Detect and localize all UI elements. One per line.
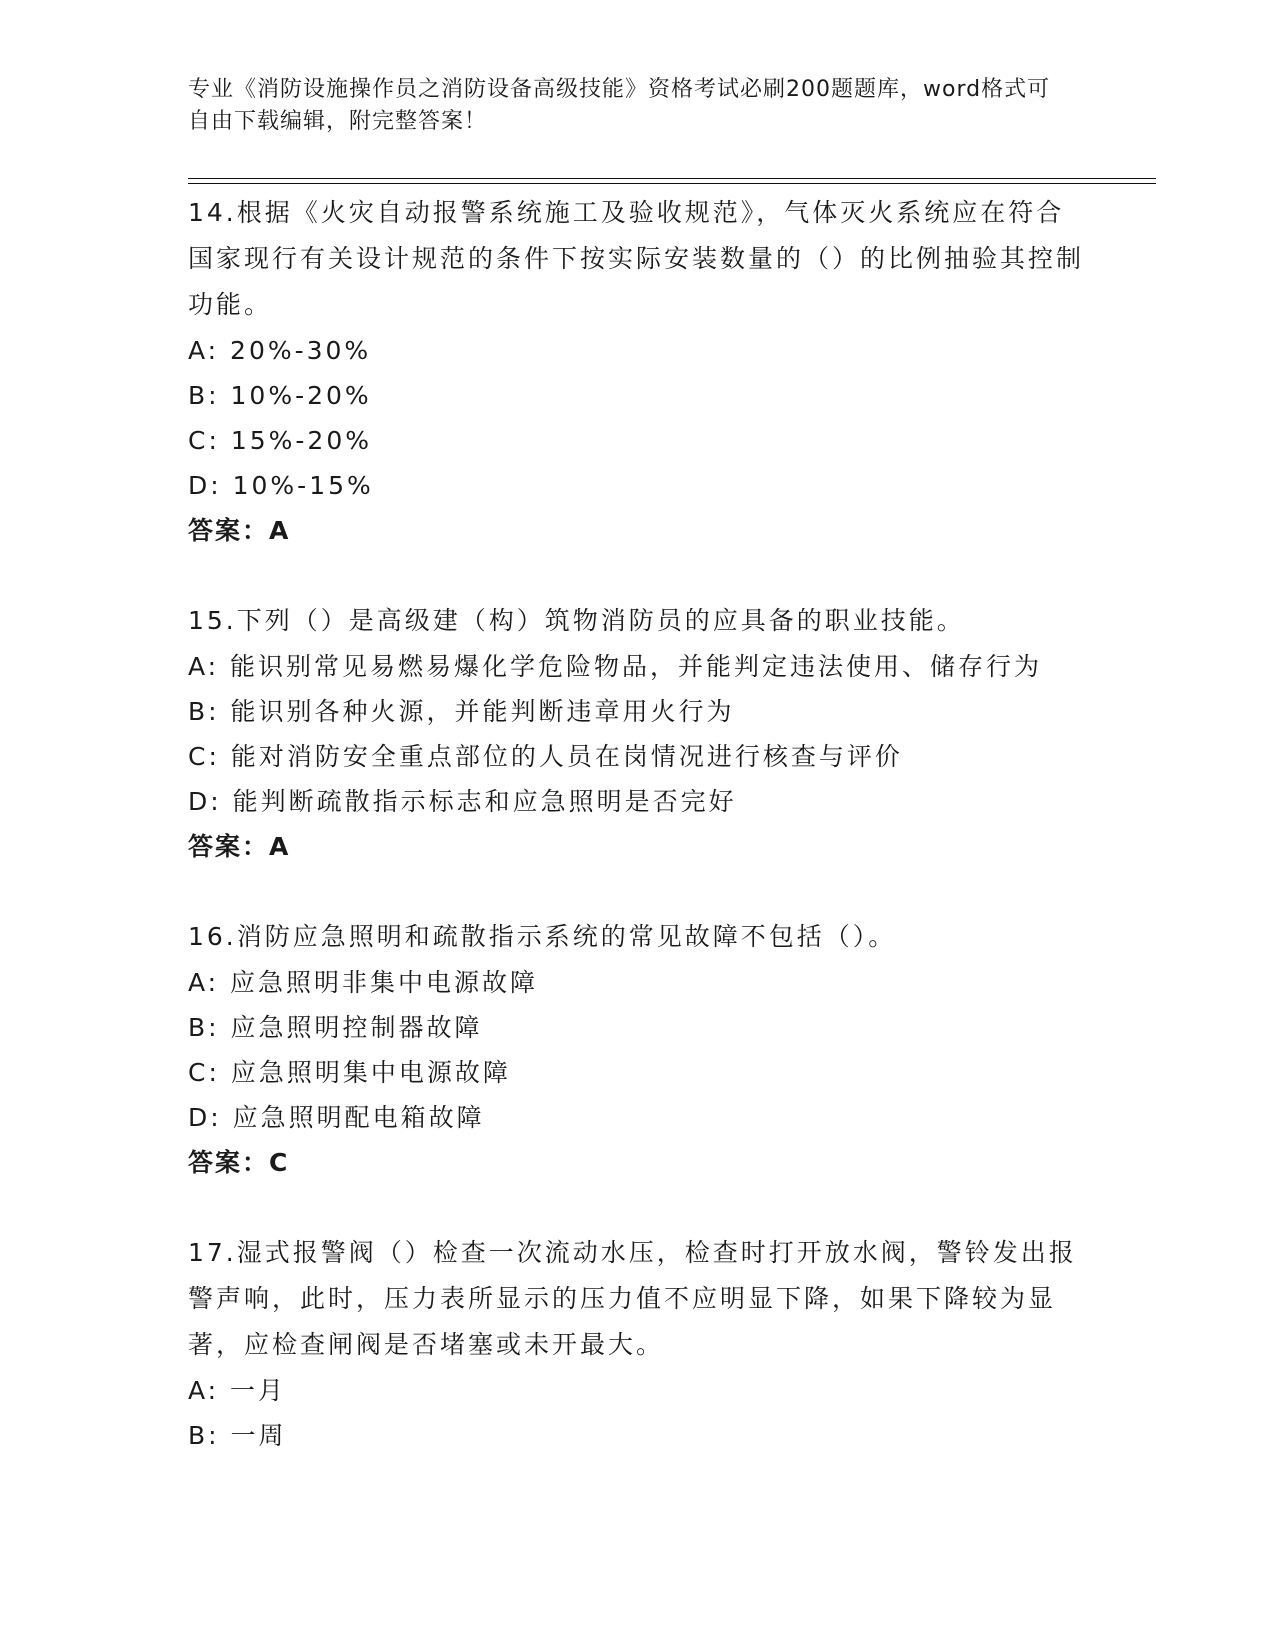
question-15 — [188, 598, 1088, 870]
header-text: 专业《消防设施操作员之消防设备高级技能》资格考试必刷200题题库，word格式可自由下载编辑，附完整答案！ — [188, 77, 1051, 134]
question-list — [188, 190, 1088, 1502]
answer-line: 答案：A — [188, 516, 291, 545]
answer-line: 答案：A — [188, 832, 291, 861]
option-a: A: 能识别常见易燃易爆化学危险物品，并能判定违法使用、储存行为 — [188, 652, 1043, 681]
option-b: B: 能识别各种火源，并能判断违章用火行为 — [188, 697, 735, 726]
option-a: A: 应急照明非集中电源故障 — [188, 968, 539, 997]
option-c: C: 能对消防安全重点部位的人员在岗情况进行核查与评价 — [188, 742, 903, 771]
header-divider — [188, 178, 1156, 184]
option-c: C: 15%-20% — [188, 426, 372, 455]
question-14 — [188, 190, 1088, 554]
answer-line: 答案：C — [188, 1148, 290, 1177]
option-d: D: 能判断疏散指示标志和应急照明是否完好 — [188, 787, 737, 816]
option-d: D: 应急照明配电箱故障 — [188, 1103, 485, 1132]
question-stem: 16.消防应急照明和疏散指示系统的常见故障不包括（）。 — [188, 922, 897, 951]
option-b: B: 一周 — [188, 1421, 287, 1450]
option-a: A: 一月 — [188, 1376, 287, 1405]
option-b: B: 应急照明控制器故障 — [188, 1013, 483, 1042]
document-header — [188, 74, 1068, 138]
question-16 — [188, 914, 1088, 1186]
question-stem: 17.湿式报警阀（）检查一次流动水压，检查时打开放水阀，警铃发出报警声响，此时，压力表所显示的压力值不应明显下降，如果下降较为显著，应检查闸阀是否堵塞或未开最大。 — [188, 1238, 1077, 1359]
question-stem: 15.下列（）是高级建（构）筑物消防员的应具备的职业技能。 — [188, 606, 965, 635]
question-stem: 14.根据《火灾自动报警系统施工及验收规范》，气体灭火系统应在符合国家现行有关设计规范的条件下按实际安装数量的（）的比例抽验其控制功能。 — [188, 198, 1085, 319]
option-a: A: 20%-30% — [188, 336, 372, 365]
question-17 — [188, 1230, 1088, 1458]
option-c: C: 应急照明集中电源故障 — [188, 1058, 511, 1087]
option-d: D: 10%-15% — [188, 471, 374, 500]
option-b: B: 10%-20% — [188, 381, 372, 410]
